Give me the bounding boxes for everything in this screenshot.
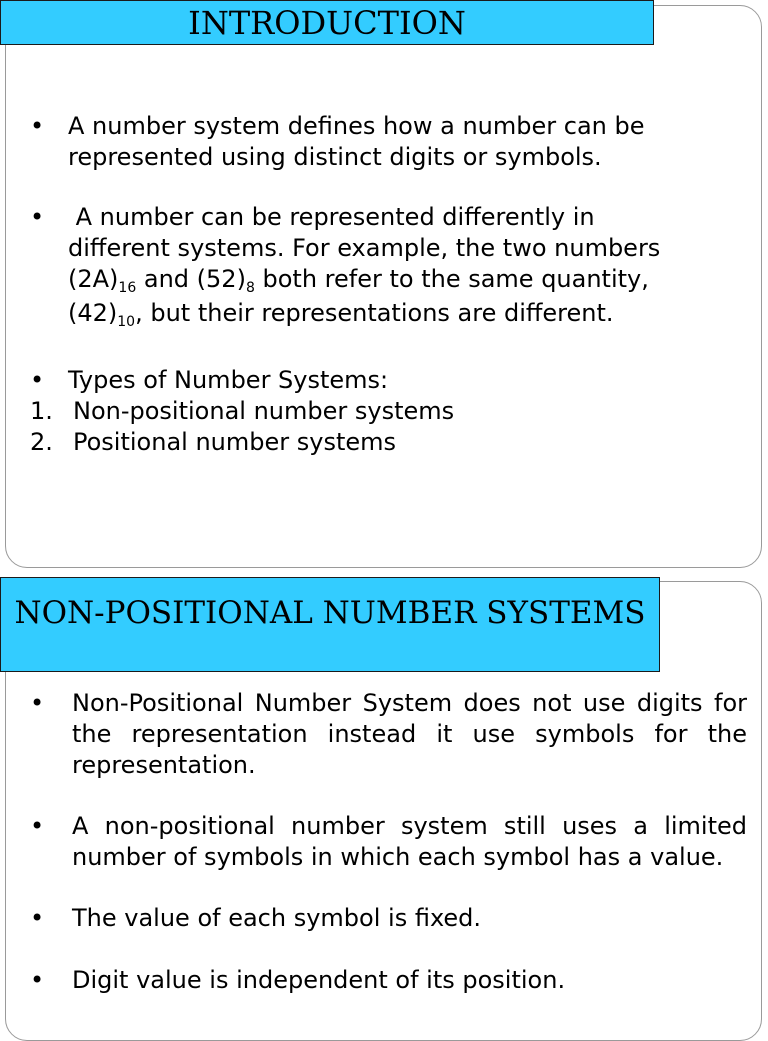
bullet-marker: • — [30, 904, 45, 932]
bullet-position-independent: Digit value is independent of its position. — [72, 966, 566, 994]
bullet-marker: • — [30, 966, 45, 994]
text-representations-different: , but their representations are different. — [135, 299, 614, 327]
bullet-fixed-value: The value of each symbol is fixed. — [72, 904, 482, 932]
bullet-limited-symbols: A non-positional number system still uses a limited number of symbols in which each symbol has a value. — [72, 812, 747, 871]
list-number: 2. — [30, 428, 53, 456]
slide-title-introduction: INTRODUCTION — [0, 0, 654, 45]
list-number: 1. — [30, 397, 53, 425]
text-and: and — [136, 265, 197, 293]
text-same-quantity: both refer to the same quantity, — [254, 265, 649, 293]
slide-title-non-positional: NON-POSITIONAL NUMBER SYSTEMS — [0, 577, 660, 672]
base-16: 16 — [118, 280, 137, 296]
number-52: (52) — [196, 265, 246, 293]
text-line: different systems. For example, the two numbers — [68, 234, 661, 262]
bullet-marker: • — [30, 812, 45, 840]
bullet-marker: • — [30, 203, 45, 231]
list-item-non-positional: Non-positional number systems — [73, 397, 455, 425]
base-8: 8 — [245, 280, 255, 296]
text-line: A number can be represented differently in — [68, 203, 595, 231]
list-item-positional: Positional number systems — [73, 428, 397, 456]
number-42: (42) — [68, 299, 118, 327]
text-line — [68, 298, 728, 329]
number-2a: (2A) — [68, 265, 119, 293]
bullet-number-system-definition: A number system defines how a number can be represented using distinct digits or symbols. — [68, 112, 645, 171]
bullet-types-heading: Types of Number Systems: — [68, 366, 389, 394]
bullet-marker: • — [30, 366, 45, 394]
bullet-representation-example — [68, 202, 728, 329]
bullet-marker: • — [30, 689, 45, 717]
bullet-uses-symbols: Non-Positional Number System does not use digits for the representation instead it use symbols for the representation. — [72, 689, 747, 779]
text-line — [68, 264, 728, 295]
bullet-marker: • — [30, 112, 45, 140]
base-10: 10 — [117, 314, 136, 330]
